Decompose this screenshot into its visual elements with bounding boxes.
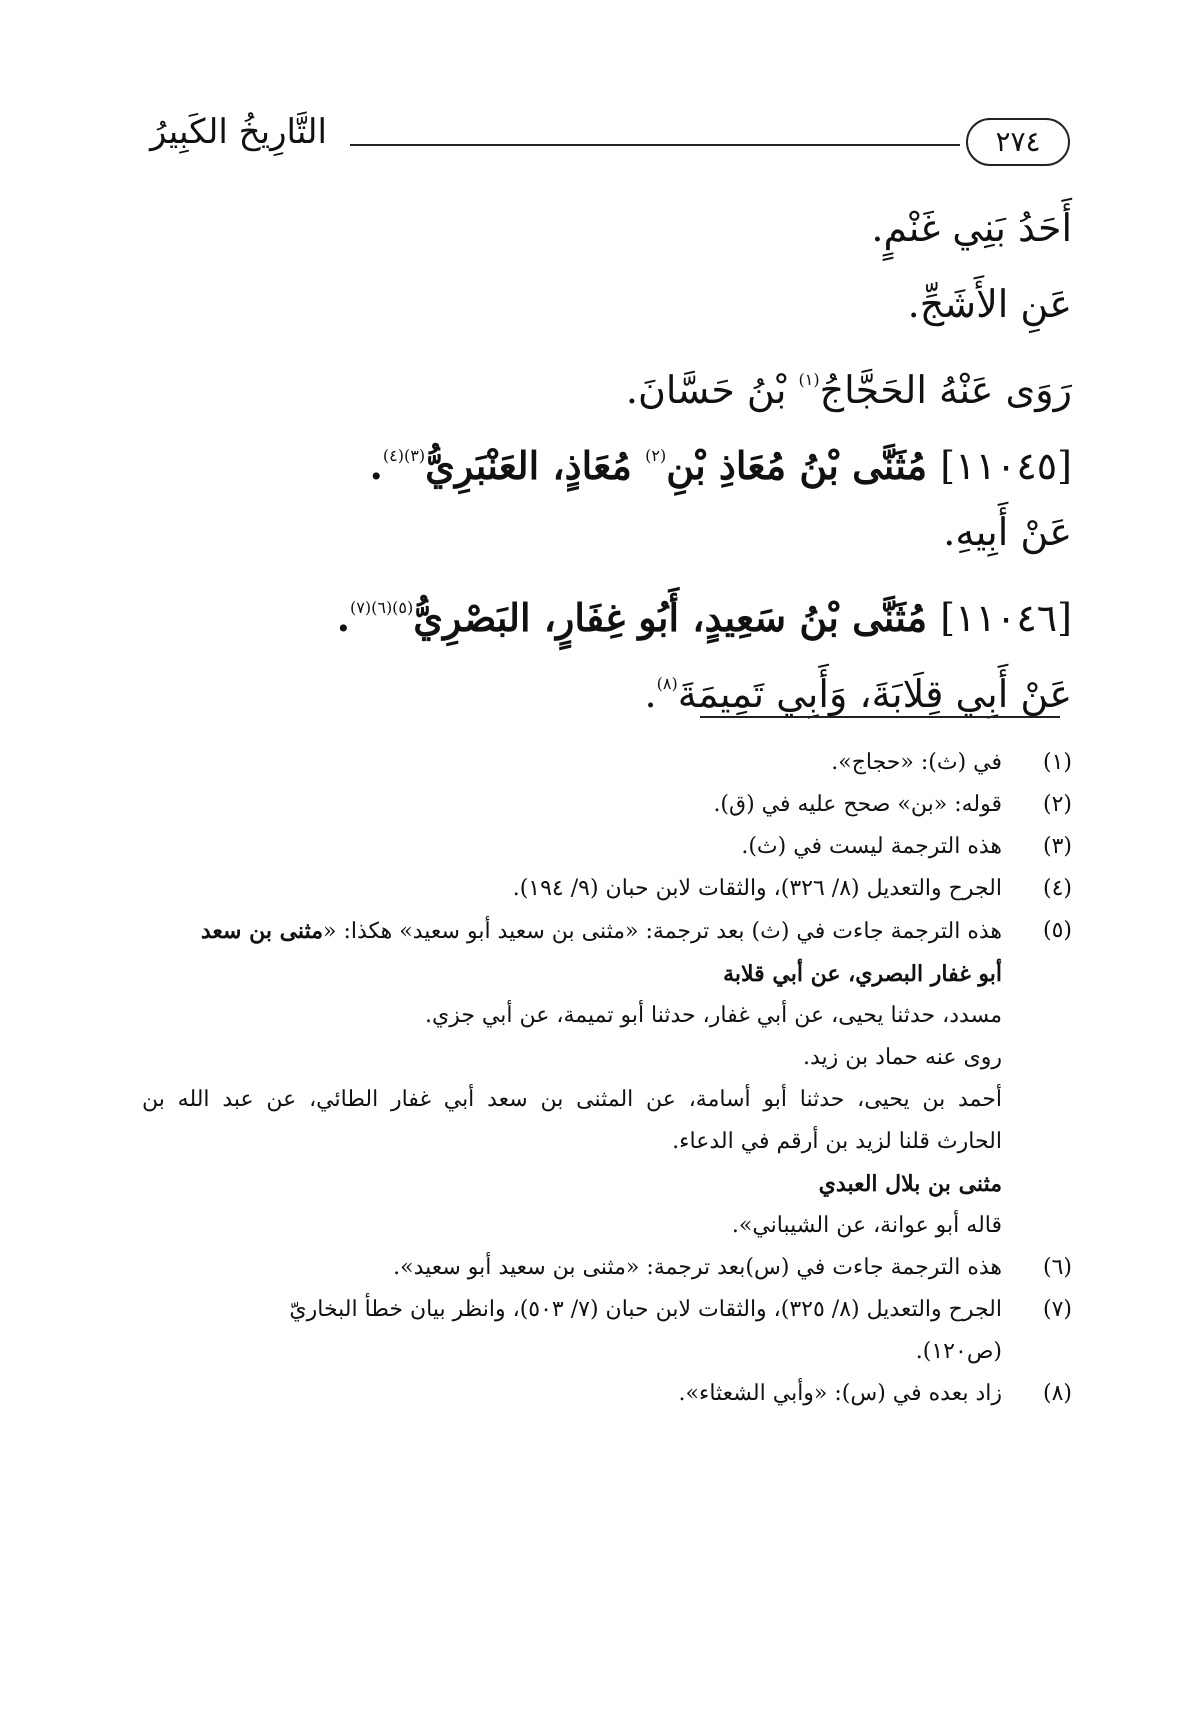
footnote — [142, 826, 1072, 868]
footnote-number: (٣) — [1042, 834, 1072, 859]
line-text: رَوَى عَنْهُ الحَجَّاجُ — [819, 368, 1072, 412]
line-text: بْنُ حَسَّانَ. — [625, 368, 799, 412]
entry-name: مُثَنَّى بْنُ مُعَاذِ بْنِ — [666, 443, 941, 488]
footnote-number: (٤) — [1042, 876, 1072, 901]
footnote-ref[interactable]: (١) — [798, 370, 820, 389]
footnote-number: (١) — [1042, 750, 1072, 775]
text-line — [172, 266, 1072, 342]
footnote-ref[interactable]: (٥)(٦)(٧) — [350, 598, 414, 617]
page-header — [150, 108, 1070, 168]
main-text — [172, 190, 1072, 722]
footnote — [142, 910, 1072, 1247]
book-title: التَّارِيخُ الكَبِيرُ — [150, 112, 327, 152]
footnote-text: في (ث): «حجاج». — [831, 750, 1002, 775]
footnote-text: أحمد بن يحيى، حدثنا أبو أسامة، عن المثنى بن سعد أبي غفار الطائي، عن عبد الله بن — [142, 1087, 1002, 1112]
page-number: ٢٧٤ — [966, 118, 1070, 166]
entry-name: مُعَاذٍ، العَنْبَرِيُّ — [425, 443, 646, 488]
entry-end: . — [369, 443, 383, 488]
footnote — [142, 742, 1072, 784]
footnotes — [142, 742, 1072, 1415]
footnote-text: مسدد، حدثنا يحيى، عن أبي غفار، حدثنا أبو تميمة، عن أبي جزي. — [424, 1003, 1002, 1028]
entry-line — [172, 418, 1072, 494]
footnote-text: الجرح والتعديل (٨/ ٣٢٦)، والثقات لابن حبان (٩/ ١٩٤). — [512, 876, 1002, 901]
footnote — [142, 1247, 1072, 1289]
footnote — [142, 1289, 1072, 1373]
footnote-text-bold: مثنى بن بلال العبدي — [818, 1171, 1002, 1197]
footnote — [142, 784, 1072, 826]
footnote-text: الحارث قلنا لزيد بن أرقم في الدعاء. — [672, 1129, 1002, 1154]
footnote-separator — [700, 716, 1060, 718]
footnote-ref[interactable]: (٢) — [645, 446, 667, 465]
footnote-text: قاله أبو عوانة، عن الشيباني». — [731, 1213, 1002, 1238]
footnote-number: (٢) — [1042, 792, 1072, 817]
footnote-number: (٨) — [1042, 1381, 1072, 1406]
footnote-number: (٦) — [1042, 1255, 1072, 1280]
entry-number: [١١٠٤٥] — [940, 444, 1072, 488]
footnote-number: (٧) — [1042, 1297, 1072, 1322]
text-line — [172, 494, 1072, 570]
footnote-text: زاد بعده في (س): «وأبي الشعثاء». — [678, 1381, 1002, 1406]
line-text: أَحَدُ بَنِي غَنْمٍ. — [871, 206, 1072, 250]
entry-name: مُثَنَّى بْنُ سَعِيدٍ، أَبُو غِفَارٍ، البَصْرِيُّ — [413, 595, 941, 640]
text-line — [172, 342, 1072, 418]
footnote-text: هذه الترجمة ليست في (ث). — [741, 834, 1002, 859]
line-text: . — [644, 672, 657, 716]
entry-line — [172, 570, 1072, 646]
header-rule — [350, 144, 960, 146]
footnote-text: روى عنه حماد بن زيد. — [803, 1045, 1002, 1070]
footnote-text: الجرح والتعديل (٨/ ٣٢٥)، والثقات لابن حبان (٧/ ٥٠٣)، وانظر بيان خطأ البخاريّ — [289, 1297, 1002, 1322]
line-text: عَنِ الأَشَجِّ. — [907, 282, 1072, 326]
footnote-text: هذه الترجمة جاءت في (س)بعد ترجمة: «مثنى بن سعيد أبو سعيد». — [393, 1255, 1002, 1280]
footnote — [142, 868, 1072, 910]
text-line — [172, 646, 1072, 722]
footnote-number: (٥) — [1042, 918, 1072, 943]
footnote-text: قوله: «بن» صحح عليه في (ق). — [713, 792, 1002, 817]
line-text: عَنْ أَبِيهِ. — [943, 510, 1072, 554]
text-line — [172, 190, 1072, 266]
footnote-text-part: هذه الترجمة جاءت في (ث) بعد ترجمة: «مثنى بن سعيد أبو سعيد» هكذا: « — [323, 919, 1002, 944]
footnote — [142, 1373, 1072, 1415]
footnote-ref[interactable]: (٨) — [656, 674, 678, 693]
footnote-text: (ص١٢٠). — [915, 1339, 1002, 1364]
line-text: عَنْ أَبِي قِلَابَةَ، وَأَبِي تَمِيمَةَ — [677, 672, 1072, 716]
entry-end: . — [336, 595, 351, 640]
footnote-text-bold: أبو غفار البصري، عن أبي قلابة — [723, 961, 1002, 987]
footnote-ref[interactable]: (٣)(٤) — [382, 446, 426, 465]
entry-number: [١١٠٤٦] — [940, 596, 1072, 640]
footnote-text-bold: مثنى بن سعد — [200, 918, 323, 944]
footnote-text — [142, 910, 1002, 953]
